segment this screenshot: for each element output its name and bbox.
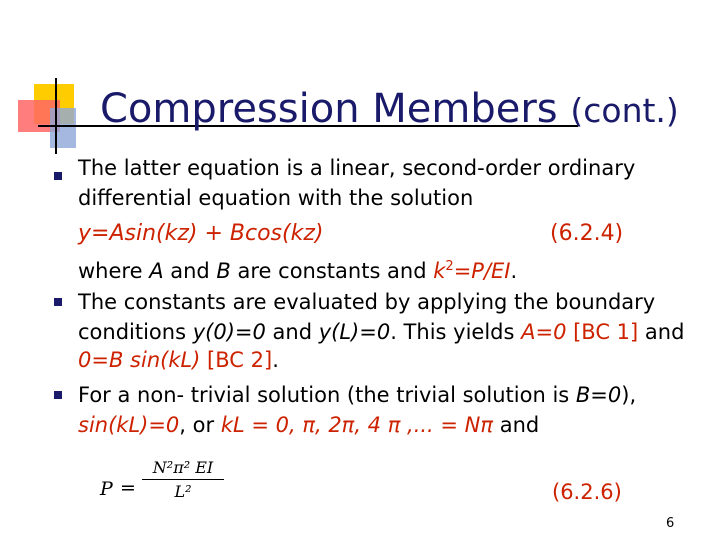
equation-624-expr: y=Asin(kz) + Bcos(kz) — [78, 221, 324, 246]
var-a: A — [149, 259, 164, 283]
bullet-marker — [54, 172, 62, 180]
text: and — [265, 320, 319, 344]
var-k: k — [433, 259, 446, 283]
a-equals-zero: A=0 — [521, 320, 567, 344]
decor-blue-square — [50, 108, 76, 148]
text: For a non- trivial solution (the trivial solution is — [78, 383, 576, 407]
b-equals-zero: B=0 — [575, 383, 622, 407]
where-text: where — [78, 259, 150, 283]
decor-vertical-line — [55, 78, 57, 154]
where-and: and — [163, 259, 217, 283]
text: , or — [179, 413, 221, 437]
where-constants: are constants and — [230, 259, 434, 283]
text: . This yields — [390, 320, 522, 344]
formula-denominator: L² — [174, 482, 192, 501]
bullet-2-line-1: The constants are evaluated by applying the boundary — [78, 290, 656, 314]
bc-yl: y(L)=0 — [318, 320, 391, 344]
k-definition: =P/EI — [453, 259, 511, 283]
period: . — [510, 259, 518, 283]
bullet-2-line-2 — [78, 319, 684, 346]
bc-y0: y(0)=0 — [192, 320, 266, 344]
slide-title — [100, 86, 679, 132]
bc1-label: [BC 1] — [566, 320, 639, 344]
text: conditions — [78, 320, 193, 344]
exponent-2: 2 — [445, 259, 454, 274]
text: and — [493, 413, 540, 437]
bc2-label: [BC 2] — [200, 348, 273, 372]
where-line — [78, 253, 517, 285]
bullet-3-line-2 — [78, 412, 539, 439]
bullet-1-line-2: differential equation with the solution — [78, 186, 474, 210]
bullet-1-line-1: The latter equation is a linear, second-order ordinary — [78, 156, 636, 180]
equation-626-number: (6.2.6) — [552, 480, 622, 504]
formula-numerator: N²π² EI — [142, 458, 224, 480]
bullet-marker — [54, 298, 62, 306]
period: . — [272, 348, 279, 372]
title-main: Compression Members — [100, 86, 558, 132]
kl-series: kL = 0, π, 2π, 4 π ,... = Nπ — [220, 413, 494, 437]
formula-lhs: P — [100, 478, 113, 500]
title-cont: (cont.) — [570, 91, 679, 130]
formula-equals: = — [120, 477, 136, 499]
equation-624-number: (6.2.4) — [550, 221, 624, 246]
equation-624 — [78, 220, 323, 247]
var-b: B — [216, 259, 231, 283]
bullet-2-line-3 — [78, 347, 279, 374]
text: and — [638, 320, 685, 344]
b-sin-kl: 0=B sin(kL) — [78, 348, 201, 372]
sin-kl-zero: sin(kL)=0 — [78, 413, 180, 437]
text: ), — [621, 383, 637, 407]
bullet-3-line-1 — [78, 382, 636, 409]
formula-fraction — [142, 458, 224, 501]
slide-number: 6 — [666, 516, 675, 531]
bullet-marker — [54, 391, 62, 399]
